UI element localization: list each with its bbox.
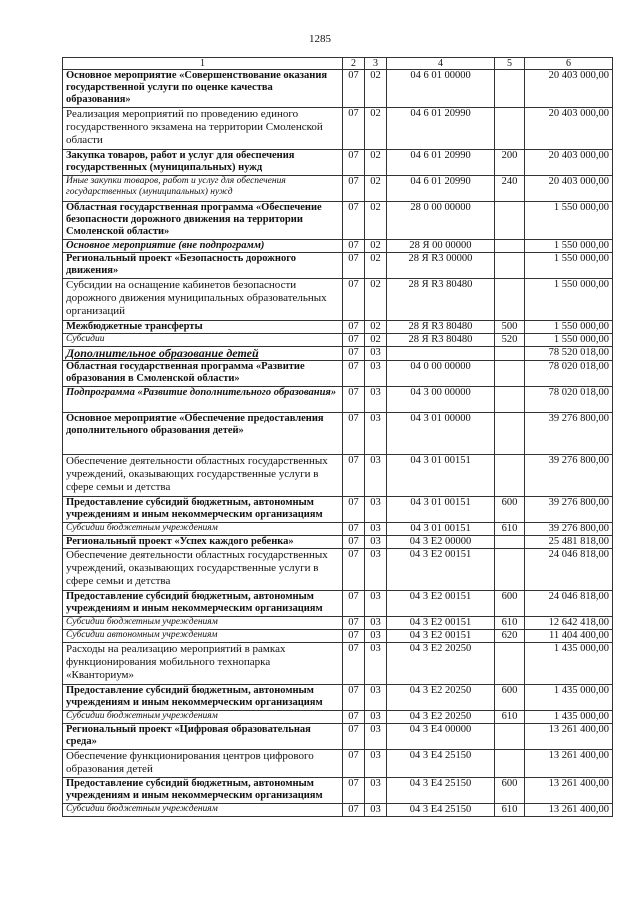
row-target-code: 04 0 00 00000 (387, 361, 495, 387)
row-section-code: 07 (343, 804, 365, 817)
row-expense-type (495, 750, 525, 778)
row-subsection-code: 02 (365, 334, 387, 347)
table-row (63, 804, 613, 817)
row-target-code: 04 3 E2 00151 (387, 630, 495, 643)
row-amount: 13 261 400,00 (525, 750, 613, 778)
row-expense-type (495, 549, 525, 591)
row-target-code: 04 3 01 00151 (387, 523, 495, 536)
row-name: Областная государственная программа «Развитие образования в Смоленской области» (63, 361, 343, 387)
row-name: Предоставление субсидий бюджетным, автономным учреждениям и иным некоммерческим организациям (63, 778, 343, 804)
row-target-code: 04 3 00 00000 (387, 387, 495, 413)
row-section-code: 07 (343, 523, 365, 536)
row-name: Субсидии бюджетным учреждениям (63, 617, 343, 630)
row-subsection-code: 02 (365, 150, 387, 176)
row-target-code: 28 Я R3 00000 (387, 253, 495, 279)
row-name: Закупка товаров, работ и услуг для обеспечения государственных (муниципальных) нужд (63, 150, 343, 176)
table-row (63, 685, 613, 711)
row-name: Региональный проект «Безопасность дорожного движения» (63, 253, 343, 279)
row-amount: 1 550 000,00 (525, 202, 613, 240)
row-name: Предоставление субсидий бюджетным, автономным учреждениям и иным некоммерческим организациям (63, 685, 343, 711)
row-subsection-code: 03 (365, 750, 387, 778)
row-expense-type: 610 (495, 804, 525, 817)
row-target-code: 04 3 01 00000 (387, 413, 495, 455)
table-row (63, 334, 613, 347)
row-target-code: 04 3 01 00151 (387, 497, 495, 523)
row-name: Предоставление субсидий бюджетным, автономным учреждениям и иным некоммерческим организациям (63, 497, 343, 523)
row-expense-type (495, 387, 525, 413)
row-subsection-code: 02 (365, 240, 387, 253)
row-section-code: 07 (343, 150, 365, 176)
row-target-code: 28 Я R3 80480 (387, 321, 495, 334)
row-name: Субсидии бюджетным учреждениям (63, 523, 343, 536)
table-row (63, 724, 613, 750)
row-expense-type (495, 536, 525, 549)
table-row (63, 253, 613, 279)
row-name-text: Основное мероприятие (вне подпрограмм) (66, 240, 265, 251)
table-body (63, 58, 613, 817)
row-section-code: 07 (343, 617, 365, 630)
row-section-code: 07 (343, 643, 365, 685)
row-subsection-code: 03 (365, 643, 387, 685)
row-section-code: 07 (343, 685, 365, 711)
table-row (63, 202, 613, 240)
row-name: Областная государственная программа «Обеспечение безопасности дорожного движения на территории Смоленской области» (63, 202, 343, 240)
row-section-code: 07 (343, 108, 365, 150)
row-expense-type: 240 (495, 176, 525, 202)
row-name: Обеспечение функционирования центров цифрового образования детей (63, 750, 343, 778)
row-target-code: 04 3 E2 00000 (387, 536, 495, 549)
row-amount: 20 403 000,00 (525, 150, 613, 176)
row-section-code: 07 (343, 630, 365, 643)
row-amount: 39 276 800,00 (525, 523, 613, 536)
row-target-code: 04 6 01 20990 (387, 150, 495, 176)
row-section-code: 07 (343, 591, 365, 617)
row-section-code: 07 (343, 750, 365, 778)
row-section-code: 07 (343, 202, 365, 240)
row-target-code: 04 3 E4 00000 (387, 724, 495, 750)
row-name: Субсидии бюджетным учреждениям (63, 804, 343, 817)
header-col-5: 5 (495, 58, 525, 70)
row-name: Расходы на реализацию мероприятий в рамках функционирования мобильного технопарка «Кванториум» (63, 643, 343, 685)
row-subsection-code: 03 (365, 617, 387, 630)
row-section-code: 07 (343, 347, 365, 361)
row-target-code: 04 3 01 00151 (387, 455, 495, 497)
row-section-code: 07 (343, 253, 365, 279)
table-header-row (63, 58, 613, 70)
table-row (63, 455, 613, 497)
row-subsection-code: 03 (365, 361, 387, 387)
row-expense-type: 600 (495, 778, 525, 804)
row-name: Субсидии на оснащение кабинетов безопасности дорожного движения муниципальных образовательных организаций (63, 279, 343, 321)
row-target-code: 04 3 E2 20250 (387, 643, 495, 685)
row-expense-type: 600 (495, 497, 525, 523)
row-name: Обеспечение деятельности областных государственных учреждений, оказывающих государственные услуги в сфере семьи и детства (63, 549, 343, 591)
row-expense-type (495, 108, 525, 150)
row-name (63, 347, 343, 361)
row-subsection-code: 03 (365, 413, 387, 455)
table-row (63, 750, 613, 778)
row-expense-type: 610 (495, 617, 525, 630)
row-expense-type (495, 361, 525, 387)
row-name: Межбюджетные трансферты (63, 321, 343, 334)
row-amount: 1 550 000,00 (525, 240, 613, 253)
row-section-code: 07 (343, 724, 365, 750)
table-row (63, 643, 613, 685)
row-amount: 25 481 818,00 (525, 536, 613, 549)
row-subsection-code: 03 (365, 549, 387, 591)
table-row (63, 617, 613, 630)
row-amount: 20 403 000,00 (525, 176, 613, 202)
row-expense-type: 610 (495, 523, 525, 536)
row-name-text: Дополнительное образование детей (66, 346, 259, 360)
table-row (63, 70, 613, 108)
row-expense-type: 600 (495, 685, 525, 711)
page-number: 1285 (309, 33, 331, 45)
table-row (63, 361, 613, 387)
row-expense-type: 600 (495, 591, 525, 617)
row-amount: 78 520 018,00 (525, 347, 613, 361)
row-target-code: 04 3 E4 25150 (387, 750, 495, 778)
row-expense-type: 500 (495, 321, 525, 334)
row-subsection-code: 03 (365, 455, 387, 497)
row-amount: 39 276 800,00 (525, 455, 613, 497)
row-section-code: 07 (343, 240, 365, 253)
row-subsection-code: 02 (365, 70, 387, 108)
row-amount: 20 403 000,00 (525, 70, 613, 108)
row-subsection-code: 02 (365, 253, 387, 279)
row-target-code: 04 3 E4 25150 (387, 778, 495, 804)
row-name (63, 387, 343, 413)
row-section-code: 07 (343, 711, 365, 724)
row-amount: 1 550 000,00 (525, 334, 613, 347)
row-target-code (387, 347, 495, 361)
row-target-code: 04 3 E2 00151 (387, 549, 495, 591)
row-target-code: 28 0 00 00000 (387, 202, 495, 240)
row-expense-type: 610 (495, 711, 525, 724)
table-row (63, 549, 613, 591)
row-subsection-code: 03 (365, 630, 387, 643)
row-section-code: 07 (343, 387, 365, 413)
row-target-code: 04 6 01 20990 (387, 176, 495, 202)
row-name: Реализация мероприятий по проведению единого государственного экзамена на территории Смоленской области (63, 108, 343, 150)
row-name: Региональный проект «Цифровая образовательная среда» (63, 724, 343, 750)
row-amount: 39 276 800,00 (525, 497, 613, 523)
row-subsection-code: 03 (365, 724, 387, 750)
row-target-code: 04 3 E2 00151 (387, 591, 495, 617)
row-target-code: 04 3 E2 00151 (387, 617, 495, 630)
table-row (63, 321, 613, 334)
row-amount: 24 046 818,00 (525, 591, 613, 617)
row-section-code: 07 (343, 321, 365, 334)
row-expense-type (495, 202, 525, 240)
row-amount: 13 261 400,00 (525, 778, 613, 804)
table-row (63, 523, 613, 536)
row-section-code: 07 (343, 361, 365, 387)
row-target-code: 04 6 01 00000 (387, 70, 495, 108)
row-amount: 39 276 800,00 (525, 413, 613, 455)
row-subsection-code: 02 (365, 108, 387, 150)
table-row (63, 630, 613, 643)
header-col-6: 6 (525, 58, 613, 70)
table-row (63, 497, 613, 523)
row-expense-type: 520 (495, 334, 525, 347)
row-amount: 1 435 000,00 (525, 643, 613, 685)
row-target-code: 04 3 E4 25150 (387, 804, 495, 817)
row-expense-type (495, 253, 525, 279)
table-row (63, 150, 613, 176)
row-amount: 13 261 400,00 (525, 724, 613, 750)
row-amount: 1 435 000,00 (525, 685, 613, 711)
row-section-code: 07 (343, 549, 365, 591)
row-name: Основное мероприятие «Совершенствование оказания государственной услуги по оценке качества образования» (63, 70, 343, 108)
table-row (63, 176, 613, 202)
budget-table (62, 57, 613, 817)
row-target-code: 04 3 E2 20250 (387, 685, 495, 711)
row-amount: 13 261 400,00 (525, 804, 613, 817)
row-subsection-code: 02 (365, 279, 387, 321)
row-subsection-code: 03 (365, 804, 387, 817)
row-section-code: 07 (343, 497, 365, 523)
row-subsection-code: 02 (365, 202, 387, 240)
header-col-1: 1 (63, 58, 343, 70)
row-expense-type (495, 643, 525, 685)
row-section-code: 07 (343, 455, 365, 497)
row-section-code: 07 (343, 279, 365, 321)
row-target-code: 28 Я R3 80480 (387, 279, 495, 321)
row-section-code: 07 (343, 778, 365, 804)
row-subsection-code: 03 (365, 778, 387, 804)
row-expense-type (495, 724, 525, 750)
row-expense-type (495, 279, 525, 321)
row-subsection-code: 03 (365, 523, 387, 536)
row-name: Региональный проект «Успех каждого ребенка» (63, 536, 343, 549)
row-name: Обеспечение деятельности областных государственных учреждений, оказывающих государственные услуги в сфере семьи и детства (63, 455, 343, 497)
row-name-text: Подпрограмма «Развитие дополнительного образования» (66, 387, 337, 398)
row-amount: 78 020 018,00 (525, 387, 613, 413)
row-amount: 1 435 000,00 (525, 711, 613, 724)
row-amount: 24 046 818,00 (525, 549, 613, 591)
row-subsection-code: 03 (365, 387, 387, 413)
row-amount: 1 550 000,00 (525, 253, 613, 279)
row-subsection-code: 03 (365, 685, 387, 711)
table-row (63, 387, 613, 413)
table-row (63, 711, 613, 724)
table-row (63, 413, 613, 455)
row-target-code: 04 6 01 20990 (387, 108, 495, 150)
row-expense-type (495, 70, 525, 108)
row-section-code: 07 (343, 334, 365, 347)
row-amount: 78 020 018,00 (525, 361, 613, 387)
row-amount: 11 404 400,00 (525, 630, 613, 643)
row-amount: 12 642 418,00 (525, 617, 613, 630)
row-expense-type (495, 240, 525, 253)
row-target-code: 04 3 E2 20250 (387, 711, 495, 724)
table-row (63, 347, 613, 361)
header-col-4: 4 (387, 58, 495, 70)
row-name: Иные закупки товаров, работ и услуг для обеспечения государственных (муниципальных) нужд (63, 176, 343, 202)
header-col-2: 2 (343, 58, 365, 70)
row-subsection-code: 03 (365, 711, 387, 724)
row-amount: 1 550 000,00 (525, 321, 613, 334)
table-row (63, 591, 613, 617)
row-name: Субсидии бюджетным учреждениям (63, 711, 343, 724)
table-row (63, 240, 613, 253)
table-row (63, 108, 613, 150)
header-col-3: 3 (365, 58, 387, 70)
row-subsection-code: 03 (365, 591, 387, 617)
row-name: Субсидии автономным учреждениям (63, 630, 343, 643)
row-expense-type: 200 (495, 150, 525, 176)
row-subsection-code: 02 (365, 321, 387, 334)
row-amount: 20 403 000,00 (525, 108, 613, 150)
table-row (63, 778, 613, 804)
row-subsection-code: 03 (365, 497, 387, 523)
row-amount: 1 550 000,00 (525, 279, 613, 321)
row-name (63, 240, 343, 253)
row-target-code: 28 Я 00 00000 (387, 240, 495, 253)
row-name: Предоставление субсидий бюджетным, автономным учреждениям и иным некоммерческим организациям (63, 591, 343, 617)
row-target-code: 28 Я R3 80480 (387, 334, 495, 347)
row-section-code: 07 (343, 70, 365, 108)
row-expense-type (495, 347, 525, 361)
row-section-code: 07 (343, 176, 365, 202)
row-expense-type: 620 (495, 630, 525, 643)
row-section-code: 07 (343, 413, 365, 455)
row-expense-type (495, 455, 525, 497)
row-subsection-code: 02 (365, 176, 387, 202)
row-section-code: 07 (343, 536, 365, 549)
row-subsection-code: 03 (365, 536, 387, 549)
table-row (63, 279, 613, 321)
row-subsection-code: 03 (365, 347, 387, 361)
row-name: Субсидии (63, 334, 343, 347)
row-name: Основное мероприятие «Обеспечение предоставления дополнительного образования детей» (63, 413, 343, 455)
table-row (63, 536, 613, 549)
row-expense-type (495, 413, 525, 455)
